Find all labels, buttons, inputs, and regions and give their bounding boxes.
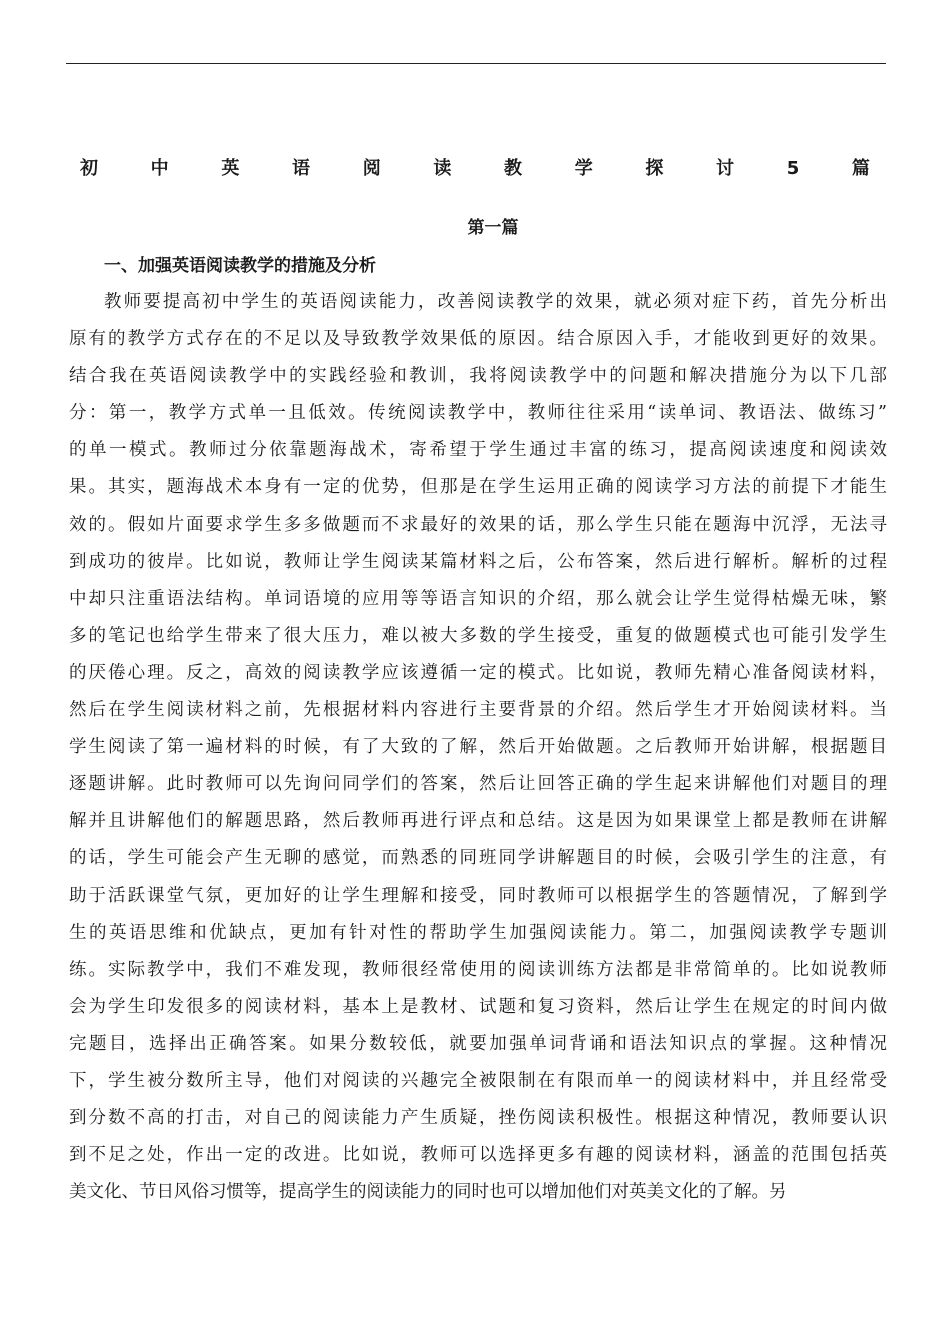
text-line: 然后在学生阅读材料之前，先根据材料内容进行主要背景的介绍。然后学生才开始阅读材料。当: [69, 700, 887, 721]
title-char: 讨: [716, 158, 735, 179]
text-line: 助于活跃课堂气氛，更加好的让学生理解和接受，同时教师可以根据学生的答题情况，了解到学: [69, 885, 887, 906]
title-char: 语: [292, 158, 311, 179]
text-line: 的单一模式。教师过分依靠题海战术，寄希望于学生通过丰富的练习，提高阅读速度和阅读效: [69, 440, 887, 461]
text-line: 到不足之处，作出一定的改进。比如说，教师可以选择更多有趣的阅读材料，涵盖的范围包括英: [69, 1145, 887, 1166]
text-line: 到成功的彼岸。比如说，教师让学生阅读某篇材料之后，公布答案，然后进行解析。解析的过程: [69, 551, 887, 572]
text-line: 效的。假如片面要求学生多多做题而不求最好的效果的话，那么学生只能在题海中沉浮，无法寻: [69, 514, 887, 535]
title-char: 阅: [362, 158, 381, 179]
title-char: 初: [80, 158, 98, 179]
text-line: 逐题讲解。此时教师可以先询问同学们的答案，然后让回答正确的学生起来讲解他们对题目的理: [69, 774, 887, 795]
title-char: 读: [433, 158, 452, 179]
text-line: 下，学生被分数所主导，他们对阅读的兴趣完全被限制在有限而单一的阅读材料中，并且经常受: [69, 1070, 887, 1091]
text-line: 解并且讲解他们的解题思路，然后教师再进行评点和总结。这是因为如果课堂上都是教师在讲解: [69, 811, 887, 832]
text-line: 美文化、节日风俗习惯等，提高学生的阅读能力的同时也可以增加他们对英美文化的了解。另: [69, 1182, 787, 1203]
text-line: 多的笔记也给学生带来了很大压力，难以被大多数的学生接受，重复的做题模式也可能引发学生: [69, 625, 887, 646]
text-line: 原有的教学方式存在的不足以及导致教学效果低的原因。结合原因入手，才能收到更好的效果。: [69, 329, 887, 350]
body-paragraph: [69, 289, 887, 1216]
text-line: 分：第一，教学方式单一且低效。传统阅读教学中，教师往往采用“读单词、教语法、做练习”: [69, 403, 887, 424]
title-char: 探: [645, 158, 664, 179]
text-line: 的厌倦心理。反之，高效的阅读教学应该遵循一定的模式。比如说，教师先精心准备阅读材料，: [69, 662, 887, 683]
text-line: 完题目，选择出正确答案。如果分数较低，就要加强单词背诵和语法知识点的掌握。这种情况: [69, 1033, 887, 1054]
text-line: 教师要提高初中学生的英语阅读能力，改善阅读教学的效果，就必须对症下药，首先分析出: [104, 292, 887, 312]
document-title: [80, 154, 870, 184]
section-heading: 一、加强英语阅读教学的措施及分析: [104, 256, 376, 276]
text-line: 学生阅读了第一遍材料的时候，有了大致的了解，然后开始做题。之后教师开始讲解，根据题目: [69, 737, 887, 758]
text-line: 结合我在英语阅读教学中的实践经验和教训，我将阅读教学中的问题和解决措施分为以下几部: [69, 366, 887, 387]
text-line: 到分数不高的打击，对自己的阅读能力产生质疑，挫伤阅读积极性。根据这种情况，教师要认识: [69, 1108, 887, 1129]
text-line: 练。实际教学中，我们不难发现，教师很经常使用的阅读训练方法都是非常简单的。比如说教师: [69, 959, 887, 980]
text-line: 中却只注重语法结构。单词语境的应用等等语言知识的介绍，那么就会让学生觉得枯燥无味，繁: [69, 588, 887, 609]
title-char: 中: [150, 158, 169, 179]
text-line: 生的英语思维和优缺点，更加有针对性的帮助学生加强阅读能力。第二，加强阅读教学专题训: [69, 922, 887, 943]
text-line: 会为学生印发很多的阅读材料，基本上是教材、试题和复习资料，然后让学生在规定的时间内做: [69, 996, 887, 1017]
title-char: 学: [574, 158, 593, 179]
title-char: 英: [221, 158, 240, 179]
text-line: 果。其实，题海战术本身有一定的优势，但那是在学生运用正确的阅读学习方法的前提下才能生: [69, 477, 887, 498]
title-char: 5: [786, 158, 800, 179]
title-char: 篇: [851, 158, 870, 179]
text-line: 的话，学生可能会产生无聊的感觉，而熟悉的同班同学讲解题目的时候，会吸引学生的注意，有: [69, 848, 887, 869]
title-char: 教: [504, 158, 523, 179]
part-title: 第一篇: [467, 218, 519, 238]
header-rule: [66, 63, 886, 64]
